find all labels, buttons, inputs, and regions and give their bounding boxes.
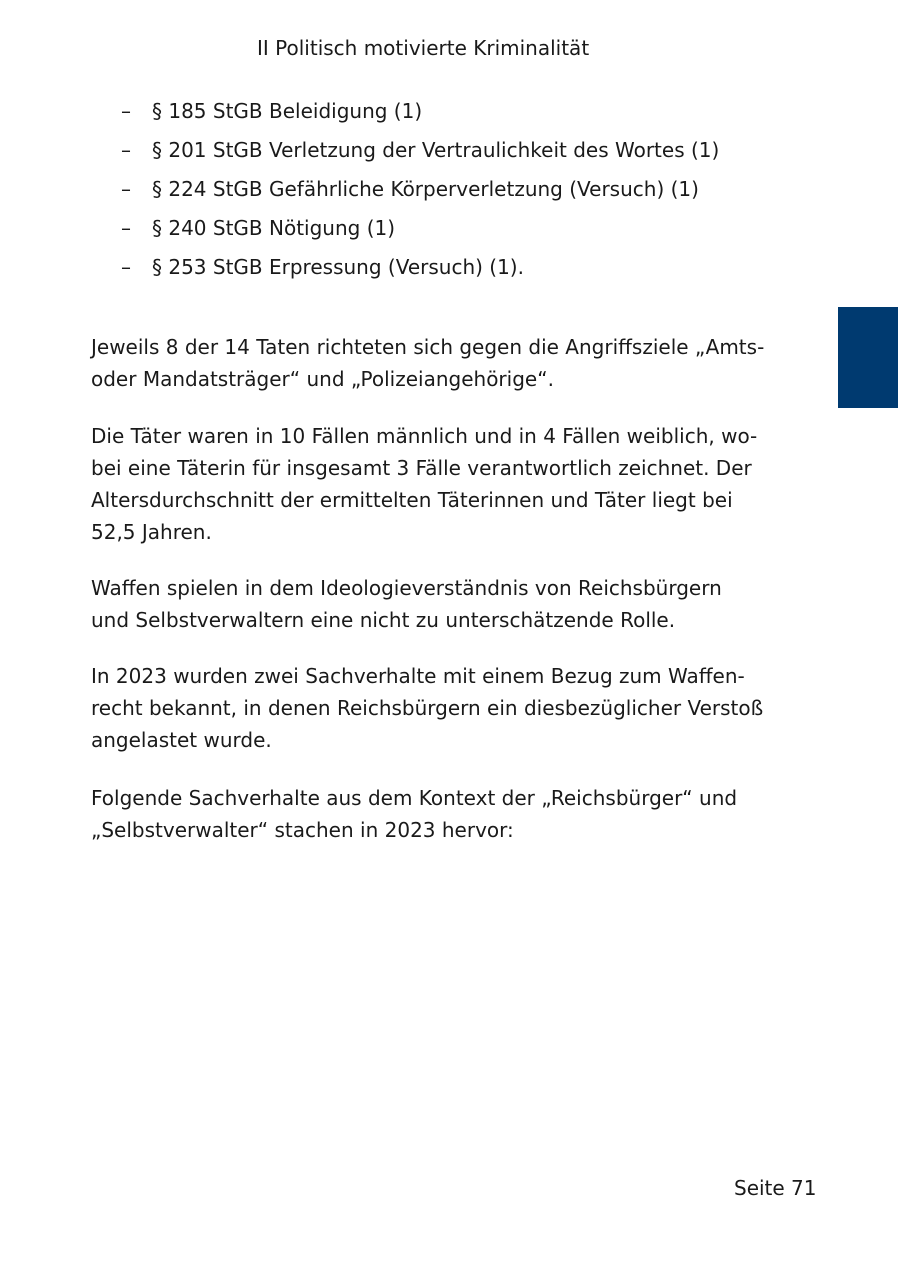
text-line: Jeweils 8 der 14 Taten richteten sich gegen die Angriffsziele „Amts- — [91, 335, 765, 359]
list-item-text: § 224 StGB Gefährliche Körperverletzung (Versuch) (1) — [152, 177, 699, 201]
page-number: Seite 71 — [734, 1176, 817, 1200]
chapter-tab-marker — [838, 307, 898, 408]
paragraph-weapons-law — [91, 660, 771, 756]
dash-bullet-icon: – — [121, 138, 131, 162]
text-line: Folgende Sachverhalte aus dem Kontext der „Reichsbürger“ und — [91, 786, 738, 810]
text-line: 52,5 Jahren. — [91, 520, 212, 544]
dash-bullet-icon: – — [121, 99, 131, 123]
text-line: „Selbstverwalter“ stachen in 2023 hervor: — [91, 818, 514, 842]
list-item-text: § 253 StGB Erpressung (Versuch) (1). — [152, 255, 524, 279]
text-line: Waffen spielen in dem Ideologieverständnis von Reichsbürgern — [91, 576, 722, 600]
running-header: II Politisch motivierte Kriminalität — [257, 36, 590, 60]
list-item-text: § 201 StGB Verletzung der Vertraulichkeit des Wortes (1) — [152, 138, 720, 162]
paragraph-cases-intro — [91, 782, 771, 846]
paragraph-weapons — [91, 572, 771, 636]
text-line: In 2023 wurden zwei Sachverhalte mit einem Bezug zum Waffen- — [91, 664, 745, 688]
paragraph-target-groups — [91, 331, 771, 395]
text-line: bei eine Täterin für insgesamt 3 Fälle verantwortlich zeichnet. Der — [91, 456, 752, 480]
dash-bullet-icon: – — [121, 177, 131, 201]
text-line: Altersdurchschnitt der ermittelten Täterinnen und Täter liegt bei — [91, 488, 733, 512]
list-item-text: § 185 StGB Beleidigung (1) — [152, 99, 423, 123]
dash-bullet-icon: – — [121, 255, 131, 279]
text-line: oder Mandatsträger“ und „Polizeiangehörige“. — [91, 367, 554, 391]
list-item-text: § 240 StGB Nötigung (1) — [152, 216, 396, 240]
text-line: Die Täter waren in 10 Fällen männlich und in 4 Fällen weiblich, wo- — [91, 424, 758, 448]
paragraph-offenders — [91, 420, 771, 548]
text-line: recht bekannt, in denen Reichsbürgern ein diesbezüglicher Verstoß — [91, 696, 764, 720]
text-line: angelastet wurde. — [91, 728, 272, 752]
dash-bullet-icon: – — [121, 216, 131, 240]
text-line: und Selbstverwaltern eine nicht zu unterschätzende Rolle. — [91, 608, 676, 632]
